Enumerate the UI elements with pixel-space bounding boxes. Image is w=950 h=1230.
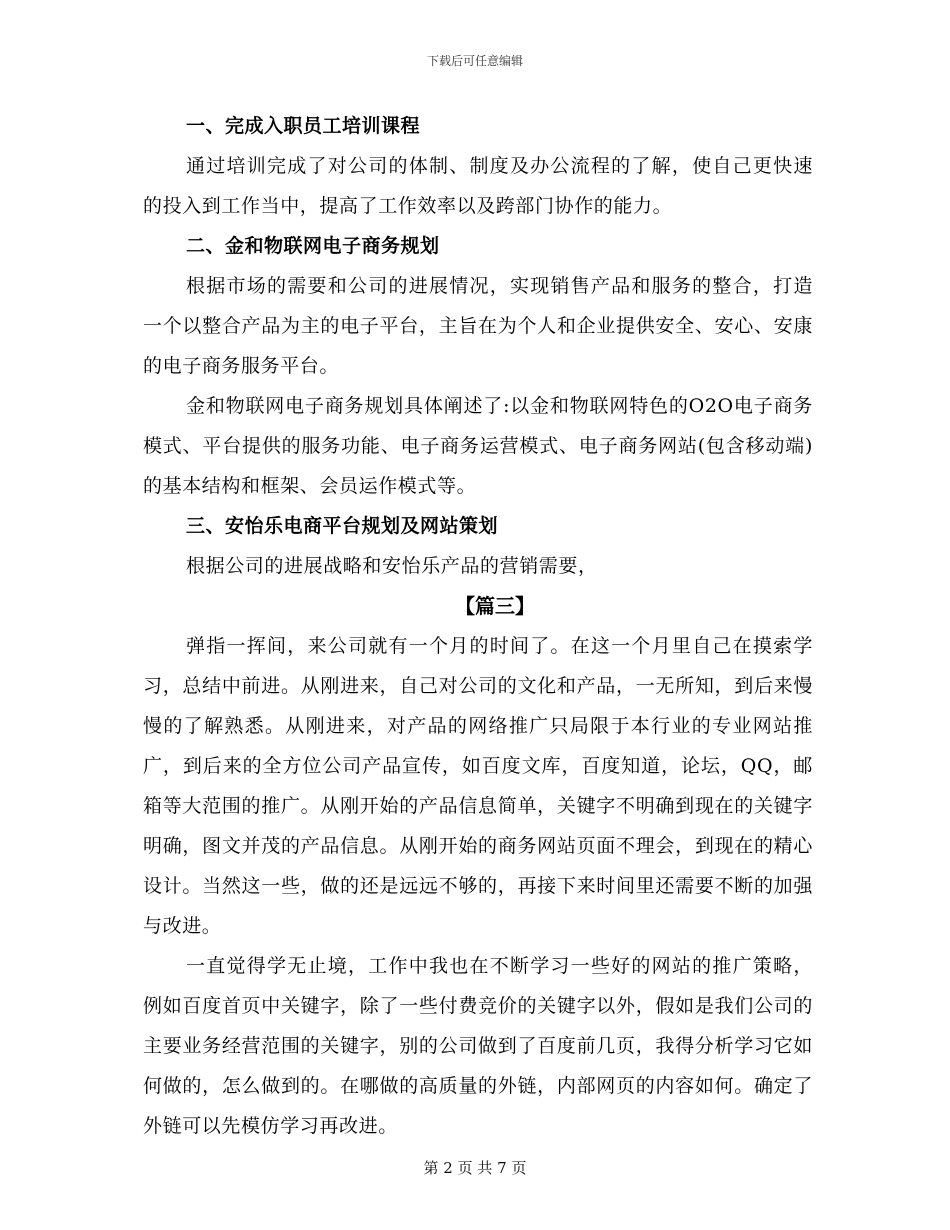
header-note: 下载后可任意编辑 [426,54,523,68]
section-2-paragraph-2: 金和物联网电子商务规划具体阐述了:以金和物联网特色的O2O电子商务模式、平台提供的服务功能、电子商务运营模式、电子商务网站(包含移动端)的基本结构和框架、会员运作模式等。 [143,395,813,497]
part-title: 【篇三】 [455,594,535,618]
section-3-heading: 三、安怡乐电商平台规划及网站策划 [186,515,499,537]
section-1-paragraph: 通过培训完成了对公司的体制、制度及办公流程的了解，使自己更快速的投入到工作当中，提高了工作效率以及跨部门协作的能力。 [143,155,813,217]
part-3-paragraph-2: 一直觉得学无止境，工作中我也在不断学习一些好的网站的推广策略，例如百度首页中关键字，除了一些付费竞价的关键字以外，假如是我们公司的主要业务经营范围的关键字，别的公司做到了百度前几页，我得分析学习它如何做的，怎么做到的。在哪做的高质量的外链，内部网页的内容如何。确定了外链可以先模仿学习再改进。 [143,955,813,1137]
section-1-heading: 一、完成入职员工培训课程 [186,115,421,137]
section-3-paragraph: 根据公司的进展战略和安怡乐产品的营销需要， [186,555,598,577]
document-body [143,106,813,1146]
section-2-paragraph-1: 根据市场的需要和公司的进展情况，实现销售产品和服务的整合，打造一个以整合产品为主的电子平台，主旨在为个人和企业提供安全、安心、安康的电子商务服务平台。 [143,275,813,377]
section-2-heading: 二、金和物联网电子商务规划 [186,235,440,257]
part-3-paragraph-1: 弹指一挥间，来公司就有一个月的时间了。在这一个月里自己在摸索学习，总结中前进。从刚进来，自己对公司的文化和产品，一无所知，到后来慢慢的了解熟悉。从刚进来，对产品的网络推广只局限于本行业的专业网站推广，到后来的全方位公司产品宣传，如百度文库，百度知道，论坛，QQ，邮箱等大范围的推广。从刚开始的产品信息简单，关键字不明确到现在的关键字明确，图文并茂的产品信息。从刚开始的商务网站页面不理会，到现在的精心设计。当然这一些，做的还是远远不够的，再接下来时间里还需要不断的加强与改进。 [143,635,813,937]
page-indicator: 第 2 页 共 7 页 [423,1159,527,1177]
